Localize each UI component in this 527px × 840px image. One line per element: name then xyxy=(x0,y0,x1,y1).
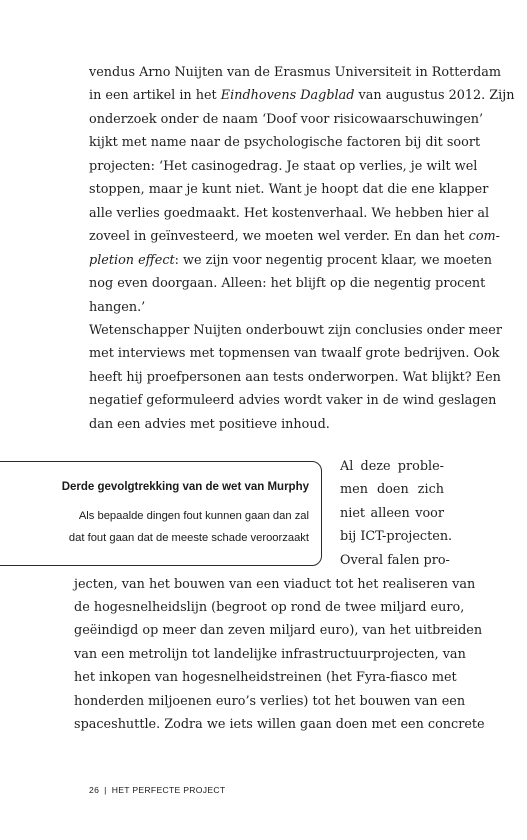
page-footer xyxy=(89,785,225,795)
text-line: heeft hij proefpersonen aan tests onderworpen. Wat blijkt? Een xyxy=(89,369,501,385)
text-line: van een metrolijn tot landelijke infrastructuurprojecten, van xyxy=(74,646,466,662)
text-line: niet alleen voor xyxy=(340,505,444,521)
text-line: dan een advies met positieve inhoud. xyxy=(89,416,330,432)
paragraph-2 xyxy=(89,319,502,436)
callout-text xyxy=(9,505,309,549)
text-line: zoveel in geïnvesteerd, we moeten wel verder. En dan het com- xyxy=(89,229,500,245)
callout-line: dat fout gaan dat de meeste schade veroorzaakt xyxy=(68,532,309,544)
text-line: de hogesnelheidslijn (begroot op rond de twee miljard euro, xyxy=(74,599,465,615)
text-line: jecten, van het bouwen van een viaduct tot het realiseren van xyxy=(74,576,476,592)
text-line: stoppen, maar je kunt niet. Want je hoopt dat die ene klapper xyxy=(89,182,489,198)
callout-line: Als bepaalde dingen fout kunnen gaan dan zal xyxy=(78,510,309,522)
murphy-callout-box xyxy=(0,461,322,566)
text-line: vendus Arno Nuijten van de Erasmus Universiteit in Rotterdam xyxy=(89,65,502,80)
text-line: Overal falen pro- xyxy=(340,552,450,568)
paragraph-3-rest xyxy=(74,573,485,737)
text-line: spaceshuttle. Zodra we iets willen gaan doen met een concrete xyxy=(74,717,485,733)
paragraph-3-narrow xyxy=(340,455,453,572)
text-line: nog even doorgaan. Alleen: het blijft op die negentig procent xyxy=(89,276,486,292)
book-title: HET PERFECTE PROJECT xyxy=(111,785,226,795)
paragraph-1 xyxy=(89,61,515,319)
callout-title: Derde gevolgtrekking van de wet van Murphy xyxy=(61,481,309,493)
text-line: in een artikel in het Eindhovens Dagblad van augustus 2012. Zijn xyxy=(89,88,515,104)
text-line: bij ICT-projecten. xyxy=(340,529,453,545)
text-line: kijkt met name naar de psychologische factoren bij dit soort xyxy=(89,135,481,151)
text-line: negatief geformuleerd advies wordt vaker in de wind geslagen xyxy=(89,393,497,409)
text-line: men doen zich xyxy=(340,482,444,498)
text-line: met interviews met topmensen van twaalf grote bedrijven. Ook xyxy=(89,346,500,362)
text-line: pletion effect: we zijn voor negentig procent klaar, we moeten xyxy=(89,252,492,268)
page-number: 26 xyxy=(89,785,100,795)
text-line: projecten: ‘Het casinogedrag. Je staat op verlies, je wilt wel xyxy=(89,158,478,174)
text-line: hangen.’ xyxy=(89,299,146,315)
text-line: Al deze proble- xyxy=(340,459,444,474)
text-line: Wetenschapper Nuijten onderbouwt zijn conclusies onder meer xyxy=(89,322,502,338)
text-line: alle verlies goedmaakt. Het kostenverhaal. We hebben hier al xyxy=(89,205,490,221)
text-line: het inkopen van hogesnelheidstreinen (het Fyra-fiasco met xyxy=(74,670,457,686)
text-line: onderzoek onder de naam ‘Doof voor risicowaarschuwingen’ xyxy=(89,111,484,127)
text-line: geëindigd op meer dan zeven miljard euro), van het uitbreiden xyxy=(74,623,483,639)
footer-separator: | xyxy=(104,785,107,795)
text-line: honderden miljoenen euro’s verlies) tot het bouwen van een xyxy=(74,693,466,709)
